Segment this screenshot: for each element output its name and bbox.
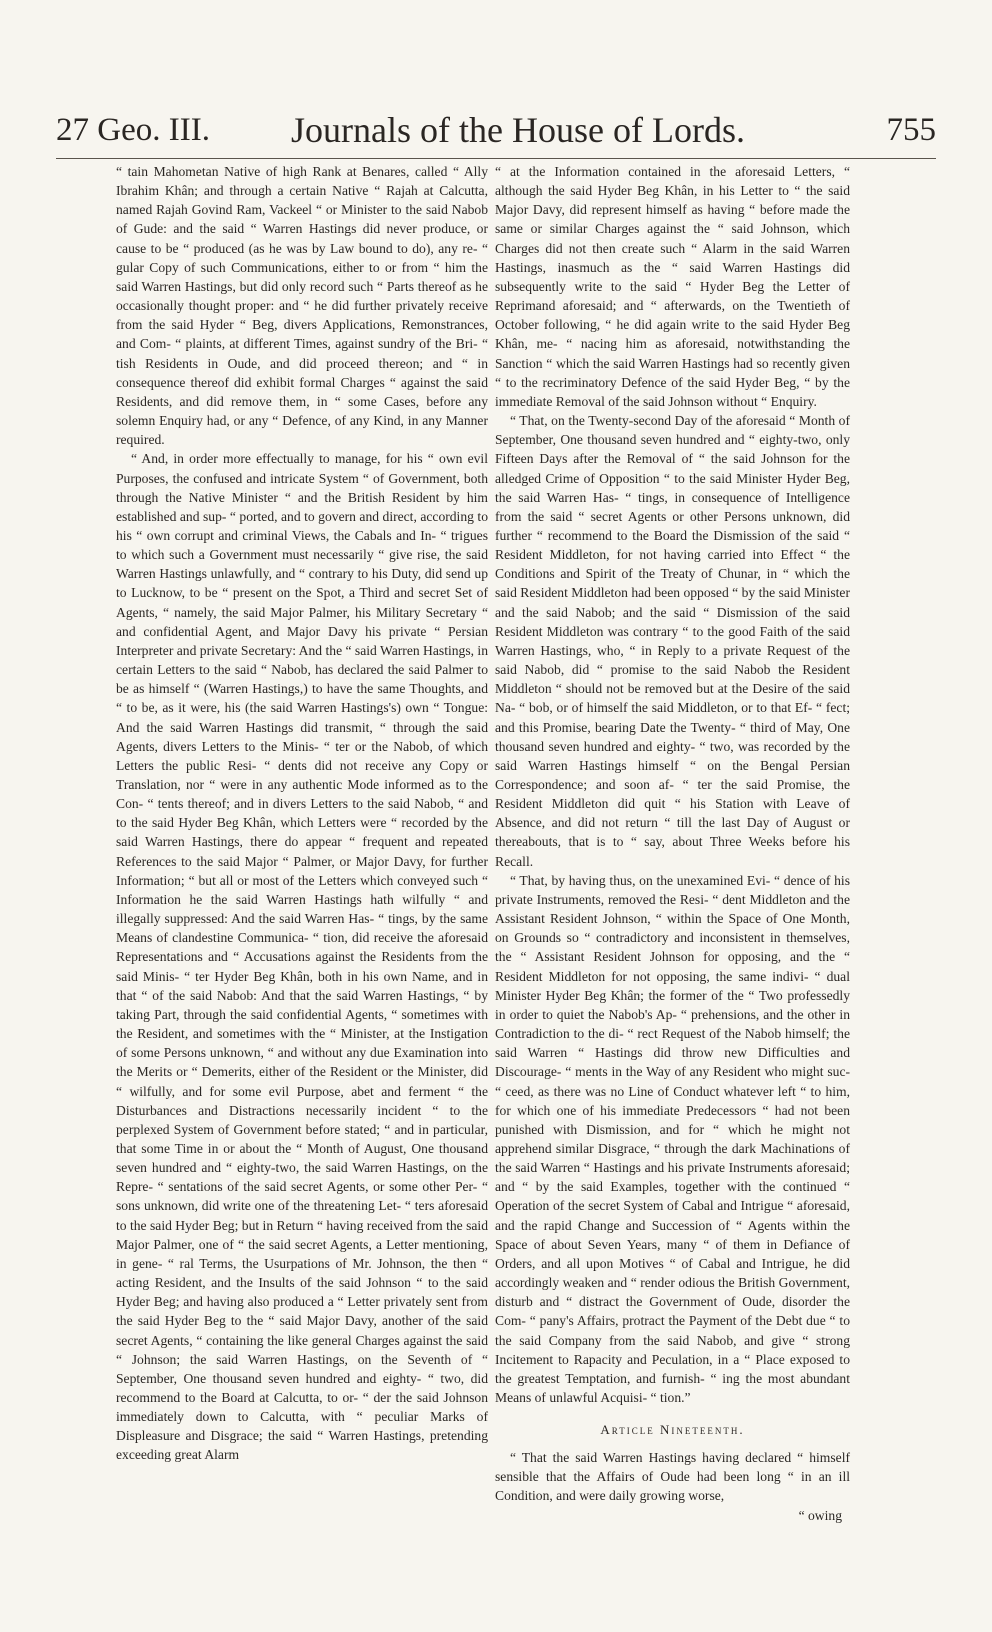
running-head-left: 27 Geo. III. [56, 112, 210, 148]
left-column [116, 162, 488, 1465]
paragraph: “ And, in order more effectually to manage, for his “ own evil Purposes, the confused and intricate System “ of Government, both through the Native Minister “ and the British Resident by him established and sup- “ ported, and to govern and direct, according to his “ own corrupt and criminal Views, the Cabals and In- “ trigues to which such a Government must necessarily “ give rise, the said Warren Hastings unlawfully, and “ contrary to his Duty, did send up to Lucknow, to be “ present on the Spot, a Third and secret Set of Agents, “ namely, the said Major Palmer, his Military Secretary “ and confidential Agent, and Major Davy his private “ Persian Interpreter and private Secretary: And the “ said Warren Hastings, in certain Letters to the said “ Nabob, has declared the said Palmer to be as himself “ (Warren Hastings,) to have the same Thoughts, and “ to be, as it were, his (the said Warren Hastings's) own “ Tongue: And the said Warren Hastings did transmit, “ through the said Agents, divers Letters to the Minis- “ ter or the Nabob, of which Letters the public Resi- “ dents did not receive any Copy or Translation, nor “ were in any authentic Mode informed as to the Con- “ tents thereof; and in divers Letters to the said Nabob, “ and to the said Hyder Beg Khân, which Letters were “ recorded by the said Warren Hastings, there do appear “ frequent and repeated References to the said Major “ Palmer, or Major Davy, for further Information; “ but all or most of the Letters which conveyed such “ Information he the said Warren Hastings hath wilfully “ and illegally suppressed: And the said Warren Has- “ tings, by the same Means of clandestine Communica- “ tion, did receive the aforesaid Representations and “ Accusations against the Residents from the said Minis- “ ter Hyder Beg Khân, both in his own Name, and in that “ of the said Nabob: And that the said Warren Hastings, “ by taking Part, through the said confidential Agents, “ sometimes with the Resident, and sometimes with the “ Minister, at the Instigation of some Persons unknown, “ and without any due Examination into the Merits or “ Demerits, either of the Resident or the Minister, did “ wilfully, and for some evil Purpose, abet and ferment “ the Disturbances and Distractions necessarily incident “ to the perplexed System of Government before stated; “ and in particular, that some Time in or about the “ Month of August, One thousand seven hundred and “ eighty-two, the said Warren Hastings, on the Repre- “ sentations of the said secret Agents, or some other Per- “ sons unknown, did write one of the threatening Let- “ ters aforesaid to the said Hyder Beg; but in Return “ having received from the said Major Palmer, one of “ the said secret Agents, a Letter mentioning, in gene- “ ral Terms, the Usurpations of Mr. Johnson, the then “ acting Resident, and the Insults of the said Johnson “ to the said Hyder Beg; and having also produced a “ Letter privately sent from the said Hyder Beg to the “ said Major Davy, another of the said secret Agents, “ containing the like general Charges against the said “ Johnson; the said Warren Hastings, on the Seventh of “ September, One thousand seven hundred and eighty- “ two, did recommend to the Board at Calcutta, to or- “ der the said Johnson immediately down to Calcutta, with “ peculiar Marks of Displeasure and Disgrace; the said “ Warren Hastings, pretending exceeding great Alarm [116, 451, 488, 1463]
paragraph: “ at the Information contained in the aforesaid Letters, “ although the said Hyder Beg Khân, in his Letter to “ the said Major Davy, did represent himself as having “ before made the same or similar Charges against the “ said Johnson, which Charges did not then create such “ Alarm in the said Warren Hastings, inasmuch as the “ said Warren Hastings did subsequently write to the said “ Hyder Beg the Letter of Reprimand aforesaid; and “ afterwards, on the Twentieth of October following, “ he did again write to the said Hyder Beg Khân, me- “ nacing him as aforesaid, notwithstanding the Sanction “ which the said Warren Hastings had so recently given “ to the recriminatory Defence of the said Hyder Beg, “ by the immediate Removal of the said Johnson without “ Enquiry. [495, 164, 850, 409]
paragraph: “ tain Mahometan Native of high Rank at Benares, called “ Ally Ibrahim Khân; and through a certain Native “ Rajah at Calcutta, named Rajah Govind Ram, Vackeel “ or Minister to the said Nabob of Gude: and the said “ Warren Hastings did never produce, or cause to be “ produced (as he was by Law bound to do), any re- “ gular Copy of such Communications, either to or from “ him the said Warren Hastings, but did only record such “ Parts thereof as he occasionally thought proper: and “ he did further privately receive from the said Hyder “ Beg, divers Applications, Remonstrances, and Com- “ plaints, at different Times, against sundry of the Bri- “ tish Residents in Oude, and did proceed thereon; and “ in consequence thereof did exhibit formal Charges “ against the said Residents, and did remove them, in “ some Cases, before any solemn Enquiry had, or any “ Defence, of any Kind, in any Manner required. [116, 164, 488, 448]
running-head-title: Journals of the House of Lords. [291, 110, 745, 150]
page-header [56, 108, 936, 159]
right-column [495, 162, 850, 1525]
paragraph: “ That, on the Twenty-second Day of the aforesaid “ Month of September, One thousand seven hundred and “ eighty-two, only Fifteen Days after the Removal of “ the said Johnson for the alledged Crime of Opposition “ to the said Minister Hyder Beg, the said Warren Has- “ tings, in consequence of Intelligence from the said “ secret Agents or other Persons unknown, did further “ recommend to the Board the Dismission of the said “ Resident Middleton, for not having carried into Effect “ the Conditions and Spirit of the Treaty of Chunar, in “ which the said Resident Middleton had been opposed “ by the said Minister and the said Nabob; and the said “ Dismission of the said Resident Middleton was contrary “ to the good Faith of the said Warren Hastings, who, “ in Reply to a private Request of the said Nabob, did “ promise to the said Nabob the Resident Middleton “ should not be removed but at the Desire of the said Na- “ bob, or of himself the said Middleton, or to that Ef- “ fect; and this Promise, bearing Date the Twenty- “ third of May, One thousand seven hundred and eighty- “ two, was recorded by the said Warren Hastings himself “ on the Bengal Persian Correspondence; and soon af- “ ter the said Promise, the Resident Middleton did quit “ his Station with Leave of Absence, and did not return “ till the last Day of August or thereabouts, that is to “ say, about Three Weeks before his Recall. [495, 413, 850, 869]
paragraph: “ That the said Warren Hastings having declared “ himself sensible that the Affairs of Oude had been long “ in an ill Condition, and were daily growing worse, [495, 1450, 850, 1504]
paragraph: “ That, by having thus, on the unexamined Evi- “ dence of his private Instruments, removed the Resi- “ dent Middleton and the Assistant Resident Johnson, “ within the Space of One Month, on Grounds so “ contradictory and inconsistent in themselves, the “ Assistant Resident Johnson for opposing, and the “ Resident Middleton for not opposing, the same indivi- “ dual Minister Hyder Beg Khân; the former of the “ Two professedly in order to quiet the Nabob's Ap- “ prehensions, and the other in Contradiction to the di- “ rect Request of the Nabob himself; the said Warren “ Hastings did throw new Difficulties and Discourage- “ ments in the Way of any Resident who might suc- “ ceed, as there was no Line of Conduct whatever left “ to him, for which one of his immediate Predecessors “ had not been punished with Dismission, and for “ which he might not apprehend similar Disgrace, “ through the dark Machinations of the said Warren “ Hastings and his private Instruments aforesaid; and “ by the said Examples, together with the continued “ Operation of the secret System of Cabal and Intrigue “ aforesaid, and the rapid Change and Succession of “ Agents within the Space of about Seven Years, many “ of them in Defiance of Orders, and all upon Motives “ of Cabal and Intrigue, he did accordingly weaken and “ render odious the British Government, disturb and “ distract the Government of Oude, disorder the Com- “ pany's Affairs, protract the Payment of the Debt due “ to the said Company from the said Nabob, and give “ strong Incitement to Rapacity and Peculation, in a “ Place exposed to the greatest Temptation, and furnish- “ ing the most abundant Means of unlawful Acquisi- “ tion.” [495, 872, 850, 1405]
article-heading: Article Nineteenth. [600, 1422, 745, 1438]
catchword: “ owing [798, 1507, 842, 1523]
page-number: 755 [886, 112, 936, 148]
